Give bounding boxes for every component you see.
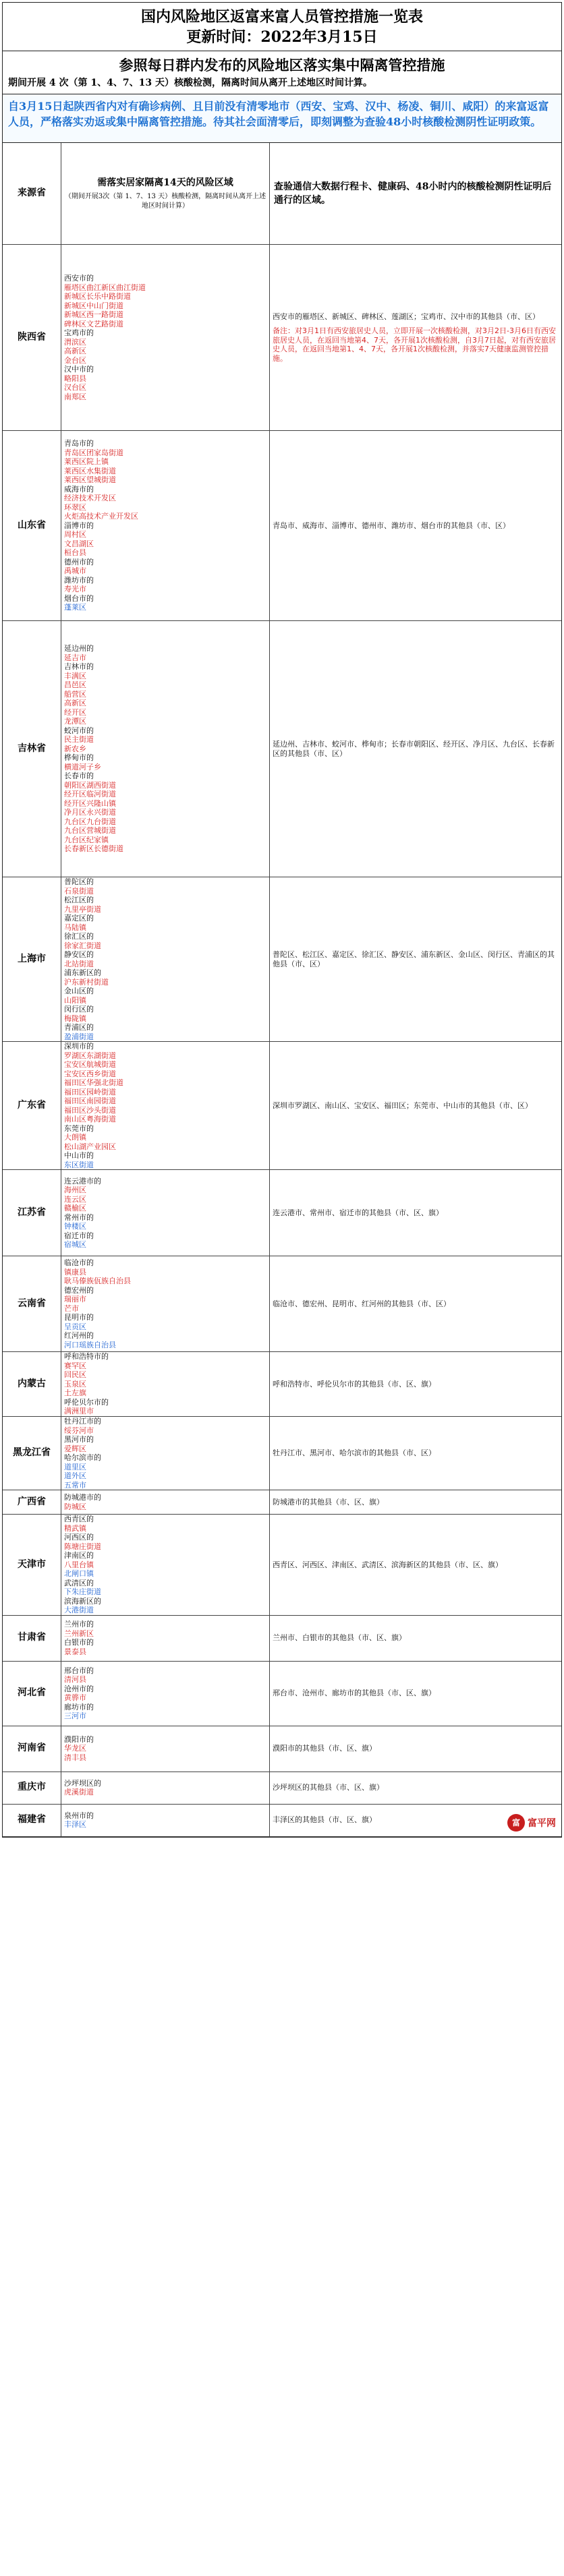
pass-areas-cell [270,877,562,1042]
area-item: 延吉市 [64,653,86,662]
area-item: 经开区临河街道 [64,790,116,799]
area-item: 文昌湖区 [64,539,94,548]
area-item: 禹城市 [64,566,86,576]
quarantine-areas-cell [61,1170,270,1256]
notice-text: 自3月15日起陕西省内对有确诊病例、且目前没有清零地市（西安、宝鸡、汉中、杨凌、铜川、咸阳）的来富返富人员，严格落实劝返或集中隔离管控措施。待其社会面清零后，即刻调整为查验48小时核酸检测阴性证明政策。 [3,94,561,143]
quarantine-areas-cell [61,621,270,877]
subtitle-main: 参照每日群内发布的风险地区落实集中隔离管控措施 [119,57,445,74]
area-item: 汉台区 [64,383,86,392]
area-item: 梅陇镇 [64,1014,86,1023]
table-row [3,431,561,621]
quarantine-areas-cell [61,431,270,621]
area-item: 福田区华强北街道 [64,1078,123,1087]
area-item: 北闸口镇 [64,1569,94,1578]
area-item: 虎溪街道 [64,1788,94,1796]
province-cell: 黑龙江省 [3,1417,61,1490]
area-item: 西青区的 [64,1515,94,1523]
quarantine-areas-cell [61,1726,270,1772]
pass-areas-text: 邢台市、沧州市、廊坊市的其他县（市、区、旗） [273,1689,436,1698]
pass-areas-cell [270,1615,562,1661]
area-item: 赛罕区 [64,1361,86,1370]
area-item: 五常市 [64,1480,86,1490]
area-item: 呼和浩特市的 [64,1352,109,1362]
quarantine-areas-cell [61,1772,270,1804]
area-item: 大朗镇 [64,1133,86,1142]
area-item: 连云港市的 [64,1176,101,1185]
pass-areas-cell [270,431,562,621]
area-item: 丰泽区 [64,1820,86,1829]
area-item: 桓台县 [64,548,86,558]
area-item: 龙潭区 [64,717,86,726]
pass-areas-text: 西安市的雁塔区、新城区、碑林区、莲湖区；宝鸡市、汉中市的其他县（市、区） [273,312,540,321]
pass-areas-text: 兰州市、白银市的其他县（市、区、旗） [273,1633,406,1643]
area-item: 普陀区的 [64,877,94,886]
area-item: 徐家汇街道 [64,941,101,950]
pass-areas-text: 牡丹江市、黑河市、哈尔滨市的其他县（市、区） [273,1448,436,1458]
area-item: 徐汇区的 [64,932,94,941]
update-time: 更新时间：2022年3月15日 [186,28,378,46]
area-item: 青浦区的 [64,1023,94,1032]
pass-areas-text: 丰泽区的其他县（市、区、旗） [273,1815,376,1825]
province-cell: 广东省 [3,1042,61,1170]
area-item: 新城区长乐中路街道 [64,292,131,301]
area-item: 连云区 [64,1194,86,1204]
pass-areas-text: 西青区、河西区、津南区、武清区、滨海新区的其他县（市、区、旗） [273,1560,503,1569]
pass-areas-cell [270,1490,562,1515]
area-item: 清河县 [64,1675,86,1684]
area-item: 三河市 [64,1711,86,1720]
area-item: 朝阳区湖西街道 [64,780,116,790]
area-item: 道外区 [64,1471,86,1480]
area-item: 德州市的 [64,557,94,566]
area-item: 芒市 [64,1304,79,1313]
province-cell: 上海市 [3,877,61,1042]
province-cell: 天津市 [3,1515,61,1616]
area-item: 福田区园岭街道 [64,1087,116,1096]
quarantine-areas-cell [61,1490,270,1515]
area-item: 渭滨区 [64,337,86,347]
area-item: 新农乡 [64,744,86,753]
area-item: 桦甸市的 [64,753,94,763]
province-cell: 福建省 [3,1804,61,1836]
area-item: 九台区纪家镇 [64,835,109,844]
pass-areas-cell [270,621,562,877]
area-item: 德宏州的 [64,1285,94,1295]
area-item: 宿城区 [64,1240,86,1249]
area-item: 延边州的 [64,644,94,653]
area-item: 常州市的 [64,1212,94,1222]
area-item: 廊坊市的 [64,1702,94,1711]
province-cell: 甘肃省 [3,1615,61,1661]
area-item: 石泉街道 [64,886,94,896]
area-item: 福田区沙头街道 [64,1105,116,1115]
quarantine-areas-cell [61,1352,270,1417]
area-item: 火炬高技术产业开发区 [64,512,138,521]
area-item: 东莞市的 [64,1123,94,1133]
area-item: 西安市的 [64,274,94,283]
table-row [3,1772,561,1804]
table-row [3,245,561,431]
area-item: 雁塔区曲江新区曲江街道 [64,283,146,292]
area-item: 兰州市的 [64,1620,94,1629]
document-title [3,3,561,51]
table-row [3,621,561,877]
area-item: 防城区 [64,1502,86,1511]
pass-areas-text: 沙坪坝区的其他县（市、区、旗） [273,1783,384,1792]
quarantine-areas-cell [61,1804,270,1836]
province-cell: 河北省 [3,1661,61,1726]
table-row [3,1417,561,1490]
header-source-province: 来源省 [3,143,61,245]
area-item: 河西区的 [64,1533,94,1542]
quarantine-areas-cell [61,1515,270,1616]
area-item: 罗湖区东湖街道 [64,1051,116,1060]
area-item: 哈尔滨市的 [64,1453,101,1462]
area-item: 盈浦街道 [64,1032,94,1041]
area-item: 碑林区文艺路街道 [64,319,123,328]
area-item: 长春新区长德街道 [64,844,123,854]
risk-area-table [3,143,561,1837]
area-item: 民主街道 [64,735,94,744]
table-row [3,1515,561,1616]
area-item: 长春市的 [64,771,94,781]
area-item: 玉泉区 [64,1379,86,1388]
area-item: 下朱庄街道 [64,1587,101,1596]
quarantine-areas-cell [61,1042,270,1170]
area-item: 莱西区水集街道 [64,466,116,475]
area-item: 八里台镇 [64,1560,94,1569]
pass-areas-cell [270,1170,562,1256]
header-home-quarantine-note: （期间开展3次（第 1、7、13 天）核酸检测，隔离时间从离开上述地区时间计算） [64,192,266,210]
table-header-row [3,143,561,245]
table-row [3,1615,561,1661]
area-item: 新城区中山门街道 [64,301,123,310]
area-item: 海州区 [64,1185,86,1194]
area-item: 精武镇 [64,1523,86,1533]
pass-areas-text: 普陀区、松江区、嘉定区、徐汇区、静安区、浦东新区、金山区、闵行区、青浦区的其他县（市、区） [273,950,555,968]
header-pass-condition: 查验通信大数据行程卡、健康码、48小时内的核酸检测阴性证明后通行的区域。 [270,143,562,245]
pass-areas-text: 濮阳市的其他县（市、区、旗） [273,1744,376,1753]
watermark-logo [507,1813,556,1833]
area-item: 金台区 [64,355,86,365]
area-item: 大港街道 [64,1606,94,1614]
area-item: 马陆镇 [64,923,86,932]
area-item: 宝安区航城街道 [64,1060,116,1069]
area-item: 华龙区 [64,1744,86,1753]
area-item: 黄骅市 [64,1693,86,1702]
area-item: 爱辉区 [64,1444,86,1453]
area-item: 防城港市的 [64,1493,101,1502]
province-cell: 内蒙古 [3,1352,61,1417]
table-row [3,1661,561,1726]
area-item: 蓬莱区 [64,603,86,612]
table-row [3,877,561,1042]
pass-areas-cell [270,1352,562,1417]
pass-areas-text: 临沧市、德宏州、昆明市、红河州的其他县（市、区） [273,1299,451,1308]
pass-areas-text: 连云港市、常州市、宿迁市的其他县（市、区、旗） [273,1208,443,1217]
area-item: 泉州市的 [64,1811,94,1820]
area-item: 呼伦贝尔市的 [64,1397,109,1407]
area-item: 九台区九台街道 [64,817,116,826]
area-item: 莱西区望城街道 [64,475,116,485]
province-cell: 吉林省 [3,621,61,877]
province-cell: 重庆市 [3,1772,61,1804]
area-item: 濮阳市的 [64,1734,94,1744]
area-item: 津南区的 [64,1551,94,1560]
remark-note: 备注：对3月1日有西安旅居史人员，立即开展一次核酸检测，对3月2日-3月6日有西安旅居史人员，在返回当地第4、7天，各开展1次核酸检测，自3月7日起，对有西安旅居史人员，在返回当地第1、4、7天，各开展1次核酸检测，并落实7天健康监测管控措施。 [273,326,556,363]
area-item: 沪东新村街道 [64,977,109,987]
quarantine-areas-cell [61,1256,270,1352]
area-item: 东区街道 [64,1160,94,1169]
area-item: 净月区永兴街道 [64,808,116,817]
pass-areas-text: 防城港市的其他县（市、区、旗） [273,1497,384,1506]
province-cell: 山东省 [3,431,61,621]
area-item: 松江区的 [64,896,94,904]
province-cell: 广西省 [3,1490,61,1515]
area-item: 静安区的 [64,950,94,959]
quarantine-areas-cell [61,1417,270,1490]
table-row [3,1726,561,1772]
area-item: 牡丹江市的 [64,1417,101,1426]
area-item: 周村区 [64,530,86,539]
area-item: 邢台市的 [64,1666,94,1675]
area-item: 昆明市的 [64,1313,94,1322]
pass-areas-cell [270,1515,562,1616]
area-item: 威海市的 [64,484,94,494]
area-item: 红河州的 [64,1331,94,1340]
area-item: 宝鸡市的 [64,328,94,337]
area-item: 土左旗 [64,1388,86,1398]
pass-areas-cell [270,245,562,431]
province-cell: 河南省 [3,1726,61,1772]
area-item: 中山市的 [64,1151,94,1160]
area-item: 景泰县 [64,1647,86,1656]
area-item: 南山区粤海街道 [64,1115,116,1123]
area-item: 经济技术开发区 [64,494,116,503]
area-item: 回民区 [64,1370,86,1380]
area-item: 青岛区团家岛街道 [64,448,123,457]
pass-areas-text: 深圳市罗湖区、南山区、宝安区、福田区；东莞市、中山市的其他县（市、区） [273,1101,532,1110]
area-item: 浦东新区的 [64,968,101,977]
pass-areas-cell [270,1726,562,1772]
area-item: 深圳市的 [64,1042,94,1051]
area-item: 丰满区 [64,671,86,680]
document-page [2,2,562,1838]
area-item: 滨海新区的 [64,1596,101,1606]
area-item: 陈塘庄街道 [64,1542,101,1551]
area-item: 横道河子乡 [64,762,101,771]
area-item: 呈贡区 [64,1322,86,1331]
area-item: 北站街道 [64,959,94,968]
pass-areas-text: 呼和浩特市、呼伦贝尔市的其他县（市、区、旗） [273,1379,436,1388]
area-item: 汉中市的 [64,365,94,374]
area-item: 瑞丽市 [64,1295,86,1304]
header-home-quarantine [61,143,270,245]
area-item: 船营区 [64,689,86,699]
watermark-text: 富平网 [528,1817,556,1829]
area-item: 白银市的 [64,1638,94,1647]
area-item: 黑河市的 [64,1435,94,1444]
province-cell: 陕西省 [3,245,61,431]
table-row [3,1490,561,1515]
table-row [3,1042,561,1170]
subtitle-period: 期间开展 4 次（第 1、4、7、13 天）核酸检测，隔离时间从离开上述地区时间计算。 [8,78,372,88]
area-item: 耿马傣族佤族自治县 [64,1277,131,1285]
watermark-seal-icon: 富 [507,1814,525,1832]
table-row [3,1352,561,1417]
area-item: 临沧市的 [64,1258,94,1267]
area-item: 钟楼区 [64,1222,86,1231]
quarantine-areas-cell [61,877,270,1042]
pass-areas-cell [270,1417,562,1490]
quarantine-areas-cell [61,1661,270,1726]
area-item: 潍坊市的 [64,575,94,585]
table-row [3,1804,561,1836]
area-item: 镇康县 [64,1267,86,1277]
area-item: 九里亭街道 [64,904,101,914]
area-item: 烟台市的 [64,593,94,603]
area-item: 清丰县 [64,1753,86,1762]
area-item: 金山区的 [64,987,94,995]
area-item: 昌邑区 [64,680,86,690]
area-item: 高新区 [64,699,86,708]
area-item: 道里区 [64,1462,86,1471]
area-item: 蛟河市的 [64,726,94,735]
area-item: 兰州新区 [64,1629,94,1638]
quarantine-areas-cell [61,245,270,431]
area-item: 新城区西一路街道 [64,310,123,319]
area-item: 略阳县 [64,374,86,383]
quarantine-areas-cell [61,1615,270,1661]
area-item: 南郑区 [64,392,86,401]
area-item: 九台区营城街道 [64,826,116,836]
pass-areas-cell [270,1772,562,1804]
province-cell: 云南省 [3,1256,61,1352]
pass-areas-cell [270,1661,562,1726]
area-item: 嘉定区的 [64,914,94,923]
area-item: 山阳镇 [64,995,86,1005]
area-item: 寿光市 [64,585,86,594]
area-item: 福田区南园街道 [64,1096,116,1105]
area-item: 宿迁市的 [64,1231,94,1240]
table-row [3,1256,561,1352]
area-item: 沙坪坝区的 [64,1778,101,1788]
subtitle-block [3,51,561,94]
area-item: 河口瑶族自治县 [64,1340,116,1349]
area-item: 宝安区西乡街道 [64,1069,116,1078]
area-item: 闵行区的 [64,1005,94,1014]
header-home-quarantine-title: 需落实居家隔离14天的风险区域 [97,177,233,188]
area-item: 武清区的 [64,1578,94,1587]
area-item: 吉林市的 [64,662,94,672]
area-item: 莱西区院上镇 [64,457,109,467]
table-row [3,1170,561,1256]
area-item: 环翠区 [64,502,86,512]
area-item: 赣榆区 [64,1204,86,1212]
area-item: 高新区 [64,347,86,355]
area-item: 淄博市的 [64,521,94,530]
area-item: 青岛市的 [64,439,94,448]
title-text: 国内风险地区返富来富人员管控措施一览表 [140,8,423,26]
area-item: 经开区 [64,707,86,717]
area-item: 绥芬河市 [64,1426,94,1435]
province-cell: 江苏省 [3,1170,61,1256]
area-item: 松山湖产业园区 [64,1142,116,1151]
pass-areas-cell [270,1042,562,1170]
area-item: 沧州市的 [64,1684,94,1693]
area-item: 经开区兴隆山镇 [64,798,116,808]
pass-areas-text: 青岛市、威海市、淄博市、德州市、潍坊市、烟台市的其他县（市、区） [273,521,510,530]
pass-areas-cell [270,1256,562,1352]
area-item: 满洲里市 [64,1407,94,1416]
pass-areas-text: 延边州、吉林市、蛟河市、桦甸市；长春市朝阳区、经开区、净月区、九台区、长春新区的其他县（市、区） [273,740,555,758]
